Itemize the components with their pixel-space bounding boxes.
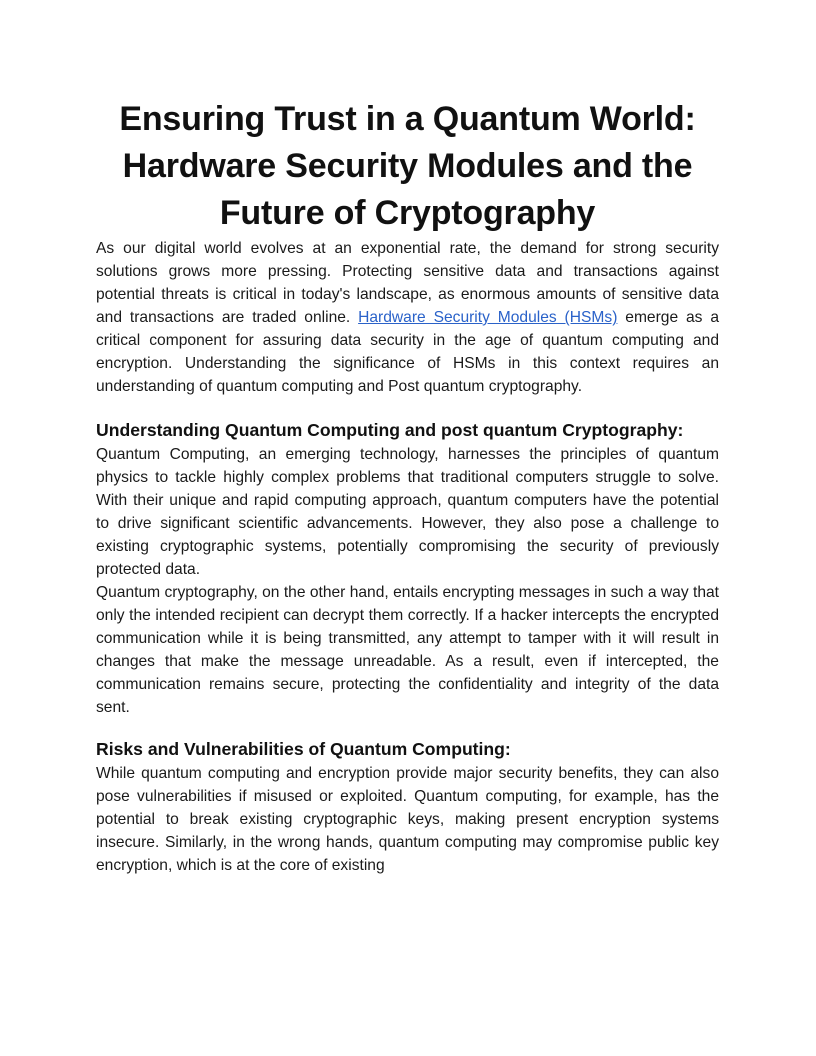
section-heading-risks: Risks and Vulnerabilities of Quantum Computing: — [96, 739, 511, 759]
intro-text-after-link: emerge as a critical component for assuring data security in the age of quantum computing and encryption. Understanding the significance of HSMs in this context requires an understanding of quantum computing and Post quantum cryptography. — [96, 309, 720, 395]
intro-paragraph — [96, 237, 719, 398]
title-line-1: Ensuring Trust in a Quantum World: — [119, 100, 696, 138]
intro-text-before-link: As our digital world evolves at an exponential rate, the demand for strong security solutions grows more pressing. Protecting sensitive data and transactions against potential threats is critical in today's landscape, as enormous amounts of sensitive data and transactions are traded online. — [96, 240, 719, 326]
quantum-cryptography-paragraph: Quantum cryptography, on the other hand, entails encrypting messages in such a way that only the intended recipient can decrypt them correctly. If a hacker intercepts the encrypted communication while it is being transmitted, any attempt to tamper with it will result in changes that make the message unreadable. As a result, even if intercepted, the communication remains secure, protecting the confidentiality and integrity of the data sent. — [96, 584, 719, 716]
quantum-computing-paragraph: Quantum Computing, an emerging technology, harnesses the principles of quantum physics to tackle highly complex problems that traditional computers struggle to solve. With their unique and rapid computing approach, quantum computers have the potential to drive significant scientific advancements. However, they also pose a challenge to existing cryptographic systems, potentially compromising the security of previously protected data. — [96, 446, 719, 578]
risks-paragraph: While quantum computing and encryption provide major security benefits, they can also pose vulnerabilities if misused or exploited. Quantum computing, for example, has the potential to break existing cryptographic keys, making present encryption systems insecure. Similarly, in the wrong hands, quantum computing may compromise public key encryption, which is at the core of existing — [96, 765, 719, 874]
document-title — [96, 96, 719, 237]
section-heading-quantum-computing: Understanding Quantum Computing and post quantum Cryptography: — [96, 420, 684, 440]
hsm-link[interactable]: Hardware Security Modules (HSMs) — [358, 309, 618, 326]
title-line-3: Future of Cryptography — [219, 194, 596, 232]
document-page — [96, 96, 719, 877]
title-line-2: Hardware Security Modules and the — [122, 147, 693, 185]
